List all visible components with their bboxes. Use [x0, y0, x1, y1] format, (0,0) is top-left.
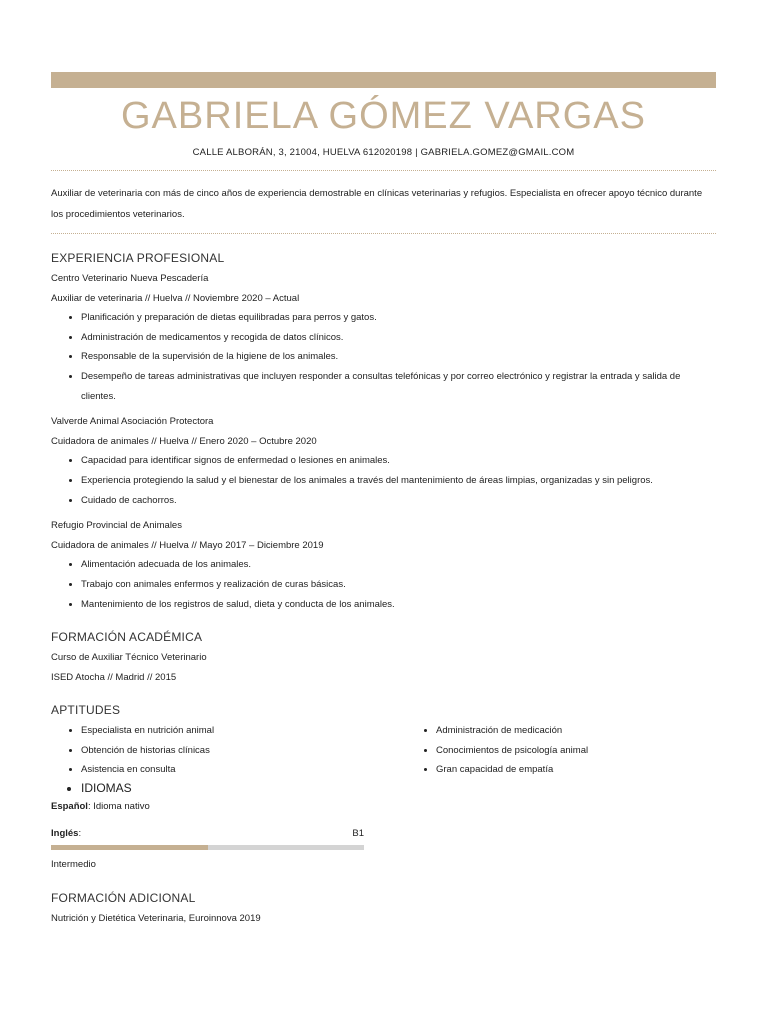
languages-block: [51, 797, 364, 875]
job-org: Centro Veterinario Nueva Pescadería: [51, 273, 209, 284]
divider: [51, 233, 716, 234]
job-bullets: [51, 555, 716, 614]
language-name: Español: [51, 801, 88, 813]
language-level-fill: [51, 845, 208, 850]
job-role: Cuidadora de animales // Huelva // Enero 2020 – Octubre 2020: [51, 435, 317, 447]
profile-summary: Auxiliar de veterinaria con más de cinco años de experiencia demostrable en clínicas veterinarias y refugios. Especialista en ofrecer apoyo técnico durante los procedimientos veterinarios.: [51, 188, 703, 220]
job-entry: [51, 269, 716, 406]
language-name: Inglés: [51, 828, 79, 840]
education-title: FORMACIÓN ACADÉMICA: [51, 630, 203, 645]
job-bullet: • Administración de medicamentos y recogida de datos clínicos.: [81, 328, 716, 348]
job-org: Refugio Provincial de Animales: [51, 520, 182, 532]
job-role: Cuidadora de animales // Huelva // Mayo 2017 – Diciembre 2019: [51, 539, 324, 551]
contact-info: CALLE ALBORÁN, 3, 21004, HUELVA 612020198 | GABRIELA.GOMEZ@GMAIL.COM: [192, 147, 575, 158]
education-place: ISED Atocha // Madrid // 2015: [51, 671, 177, 683]
header-accent-bar: [51, 72, 716, 88]
skill-item: • Gran capacidad de empatía: [436, 760, 761, 780]
job-bullets: [51, 451, 716, 510]
divider: [51, 170, 716, 171]
skill-item: • Asistencia en consulta: [81, 760, 406, 780]
language-level: : Idioma nativo: [87, 801, 150, 813]
job-bullet: • Responsable de la supervisión de la higiene de los animales.: [81, 347, 716, 367]
language-level-bar: [51, 845, 364, 850]
language-english: Inglés: B1: [51, 824, 364, 843]
additional-item: Nutrición y Dietética Veterinaria, Euroinnova 2019: [51, 912, 261, 924]
skills-title: APTITUDES: [51, 703, 121, 718]
job-role: Auxiliar de veterinaria // Huelva // Noviembre 2020 – Actual: [51, 292, 300, 304]
candidate-name: GABRIELA GÓMEZ VARGAS: [121, 95, 646, 137]
job-bullet: • Capacidad para identificar signos de enfermedad o lesiones en animales.: [81, 451, 716, 471]
skill-item: • Obtención de historias clínicas: [81, 741, 406, 761]
language-spanish: [51, 797, 364, 816]
resume-page: [51, 72, 716, 928]
job-bullet: • Mantenimiento de los registros de salud, dieta y conducta de los animales.: [81, 595, 716, 615]
job-entry: [51, 516, 716, 614]
languages-title: • IDIOMAS: [81, 780, 406, 797]
education-course: Curso de Auxiliar Técnico Veterinario: [51, 652, 207, 664]
skill-item: • Conocimientos de psicología animal: [436, 741, 761, 761]
job-bullet: • Trabajo con animales enfermos y realización de curas básicas.: [81, 575, 716, 595]
job-entry: [51, 412, 716, 510]
skills-right: [406, 721, 761, 797]
job-bullet: • Planificación y preparación de dietas equilibradas para perros y gatos.: [81, 308, 716, 328]
job-bullet: • Experiencia protegiendo la salud y el bienestar de los animales a través del mantenimiento de áreas limpias, organizadas y sin peligros.: [81, 471, 716, 491]
skill-item: • Especialista en nutrición animal: [81, 721, 406, 741]
job-bullet: • Desempeño de tareas administrativas que incluyen responder a consultas telefónicas y por correo electrónico y registrar la entrada y salida de clientes.: [81, 367, 716, 406]
experience-title: EXPERIENCIA PROFESIONAL: [51, 251, 225, 265]
skill-item: • Administración de medicación: [436, 721, 761, 741]
skills-list: [51, 721, 716, 797]
skills-left: [51, 721, 406, 797]
job-org: Valverde Animal Asociación Protectora: [51, 416, 214, 428]
language-level-desc: Intermedio: [51, 859, 96, 871]
additional-title: FORMACIÓN ADICIONAL: [51, 890, 196, 905]
language-level: B1: [352, 828, 364, 840]
job-bullet: • Cuidado de cachorros.: [81, 491, 716, 511]
job-bullet: • Alimentación adecuada de los animales.: [81, 555, 716, 575]
job-bullets: [51, 308, 716, 406]
